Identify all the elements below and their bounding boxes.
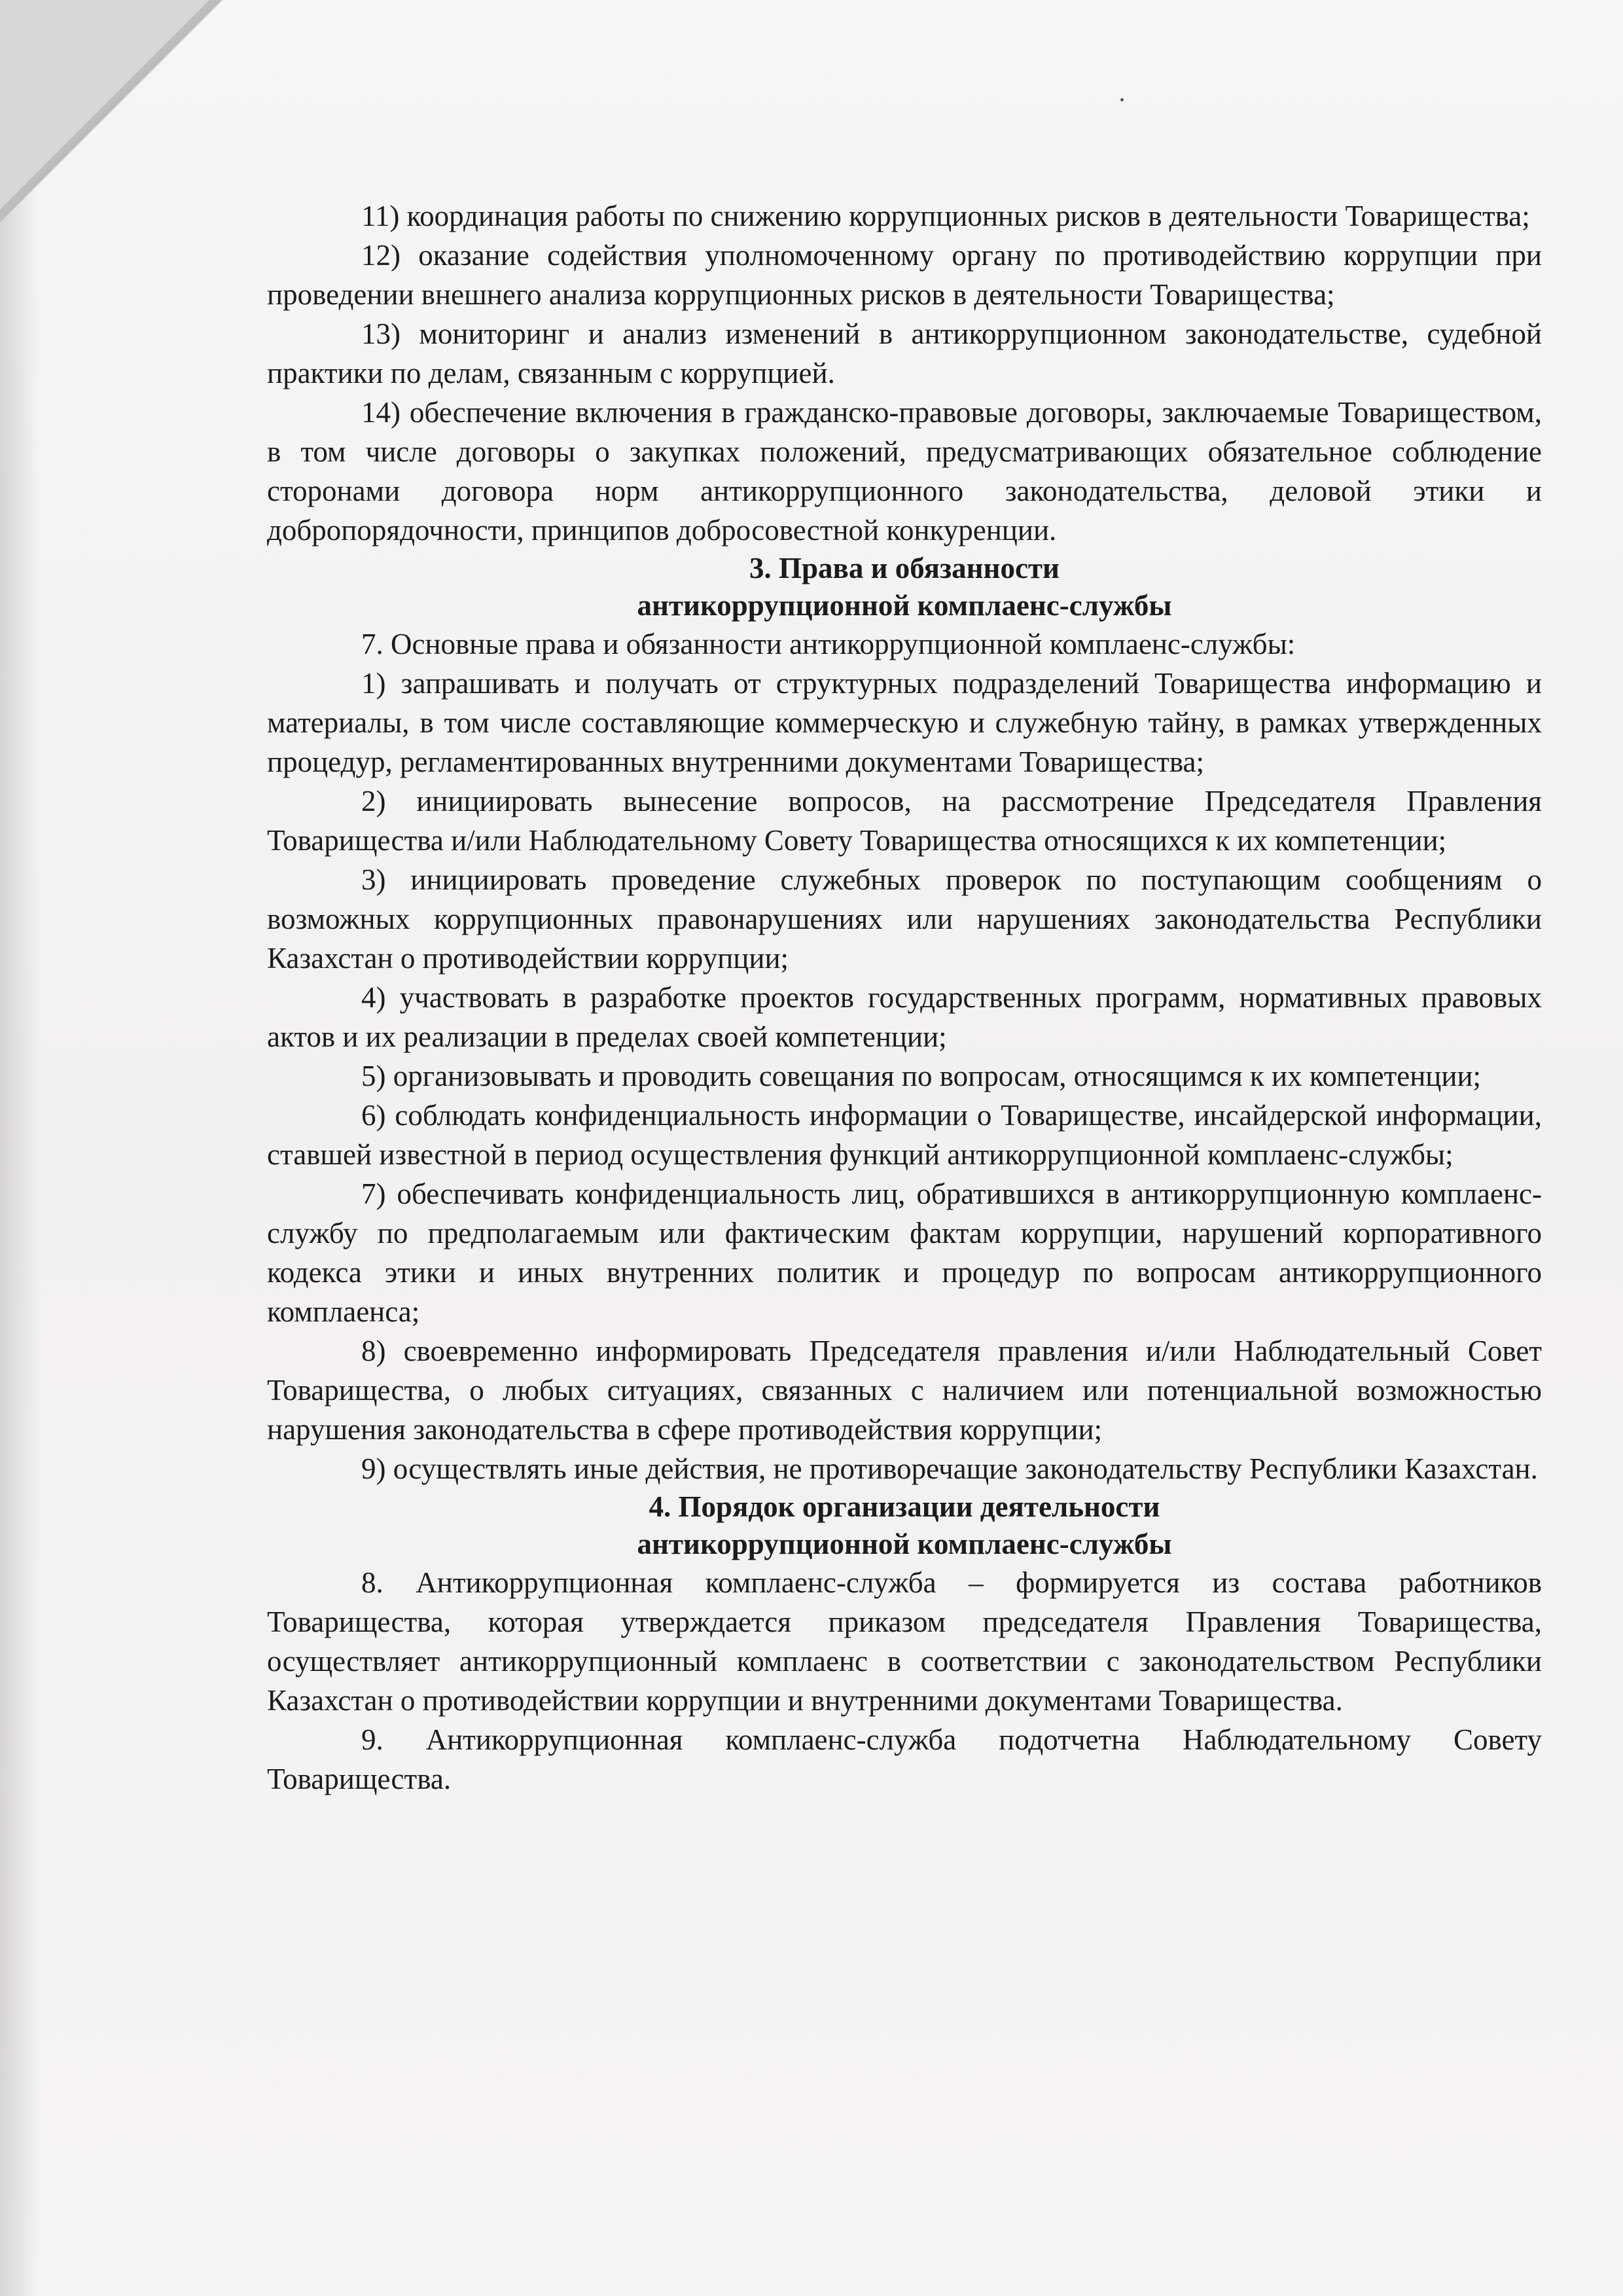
list-item-11: 11) координация работы по снижению коррупционных рисков в деятельности Товарищества; <box>361 200 1530 232</box>
section-3-item-6: 6) соблюдать конфиденциальность информации о Товариществе, инсайдерской информации, ставшей известной в период осуществления функций антикоррупционной комплаенс-службы; <box>267 1099 1542 1171</box>
section-3-item-9: 9) осуществлять иные действия, не противоречащие законодательству Республики Казахстан. <box>361 1452 1538 1485</box>
list-item-14: 14) обеспечение включения в гражданско-правовые договоры, заключаемые Товариществом, в том числе договоры о закупках положений, предусматривающих обязательное соблюдение сторонами договора норм антикоррупционного законодательства, деловой этики и добропорядочности, принципов добросовестной конкуренции. <box>267 396 1542 547</box>
section-3-item-4: 4) участвовать в разработке проектов государственных программ, нормативных правовых актов и их реализации в пределах своей компетенции; <box>267 981 1542 1053</box>
section-3-item-3: 3) инициировать проведение служебных проверок по поступающим сообщениям о возможных коррупционных правонарушениях или нарушениях законодательства Республики Казахстан о противодействии коррупции; <box>267 863 1542 975</box>
scan-edge-shadow <box>0 0 39 2296</box>
section-4-title: 4. Порядок организации деятельности <box>649 1490 1160 1523</box>
scan-speck <box>1120 98 1124 101</box>
section-3-heading <box>267 550 1542 624</box>
folded-corner-edge <box>0 0 209 209</box>
section-3-item-2: 2) инициировать вынесение вопросов, на рассмотрение Председателя Правления Товарищества и/или Наблюдательному Совету Товарищества относящихся к их компетенции; <box>267 785 1542 857</box>
section-3-item-7: 7) обеспечивать конфиденциальность лиц, обратившихся в антикоррупционную комплаенс-службу по предполагаемым или фактическим фактам коррупции, нарушений корпоративного кодекса этики и иных внутренних политик и процедур по вопросам антикоррупционного комплаенса; <box>267 1177 1542 1328</box>
section-3-item-8: 8) своевременно информировать Председателя правления и/или Наблюдательный Совет Товарищества, о любых ситуациях, связанных с наличием или потенциальной возможностью нарушения законодательства в сфере противодействия коррупции; <box>267 1335 1542 1446</box>
list-item-13: 13) мониторинг и анализ изменений в антикоррупционном законодательстве, судебной практики по делам, связанным с коррупцией. <box>267 317 1542 389</box>
document-body <box>267 196 1542 1799</box>
section-3-subtitle: антикоррупционной комплаенс-службы <box>637 589 1172 622</box>
list-item-12: 12) оказание содействия уполномоченному органу по противодействию коррупции при проведении внешнего анализа коррупционных рисков в деятельности Товарищества; <box>267 239 1542 311</box>
section-3-item-5: 5) организовывать и проводить совещания по вопросам, относящимся к их компетенции; <box>361 1060 1482 1092</box>
section-3-title: 3. Права и обязанности <box>749 552 1060 584</box>
section-3-intro: 7. Основные права и обязанности антикоррупционной комплаенс-службы: <box>361 628 1296 660</box>
section-4-item-8: 8. Антикоррупционная комплаенс-служба – формируется из состава работников Товарищества, которая утверждается приказом председателя Правления Товарищества, осуществляет антикоррупционный комплаенс в соответствии с законодательством Республики Казахстан о противодействии коррупции и внутренними документами Товарищества. <box>267 1566 1542 1717</box>
section-4-heading <box>267 1488 1542 1563</box>
section-3-item-1: 1) запрашивать и получать от структурных подразделений Товарищества информацию и материалы, в том числе составляющие коммерческую и служебную тайну, в рамках утвержденных процедур, регламентированных внутренними документами Товарищества; <box>267 667 1542 778</box>
section-4-subtitle: антикоррупционной комплаенс-службы <box>637 1528 1172 1560</box>
section-4-item-9: 9. Антикоррупционная комплаенс-служба подотчетна Наблюдательному Совету Товарищества. <box>267 1723 1542 1795</box>
